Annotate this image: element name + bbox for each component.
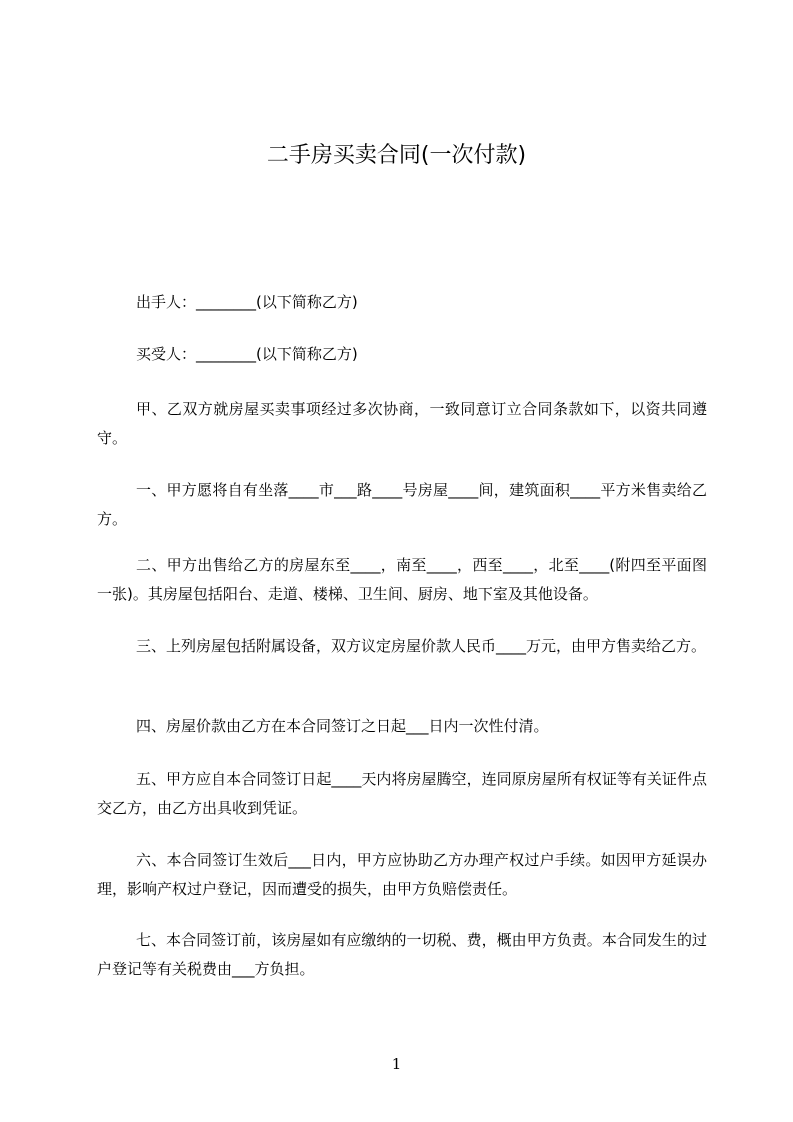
clause-3: 三、上列房屋包括附属设备，双方议定房屋价款人民币____万元，由甲方售卖给乙方。 (136, 637, 707, 655)
clause-4: 四、房屋价款由乙方在本合同签订之日起___日内一次性付清。 (136, 717, 549, 735)
clause-1: 一、甲方愿将自有坐落____市___路____号房屋____间，建筑面积____平方米售卖给乙方。 (97, 481, 707, 528)
clause-2: 二、甲方出售给乙方的房屋东至____，南至____，西至____，北至____(附四至平面图一张)。其房屋包括阳台、走道、楼梯、卫生间、厨房、地下室及其他设备。 (97, 556, 707, 603)
clause-6: 六、本合同签订生效后___日内，甲方应协助乙方办理产权过户手续。如因甲方延误办理，影响产权过户登记，因而遭受的损失，由甲方负赔偿责任。 (97, 851, 707, 898)
clause-5: 五、甲方应自本合同签订日起____天内将房屋腾空，连同原房屋所有权证等有关证件点交乙方，由乙方出具收到凭证。 (97, 770, 707, 817)
clause-7: 七、本合同签订前，该房屋如有应缴纳的一切税、费，概由甲方负责。本合同发生的过户登记等有关税费由___方负担。 (97, 931, 707, 978)
buyer-line: 买受人：________(以下简称乙方) (136, 345, 358, 363)
document-title: 二手房买卖合同(一次付款) (266, 143, 527, 168)
page-number: 1 (391, 1055, 402, 1073)
seller-line: 出手人：________(以下简称乙方) (136, 293, 358, 311)
preamble-paragraph: 甲、乙双方就房屋买卖事项经过多次协商，一致同意订立合同条款如下，以资共同遵守。 (97, 400, 707, 447)
